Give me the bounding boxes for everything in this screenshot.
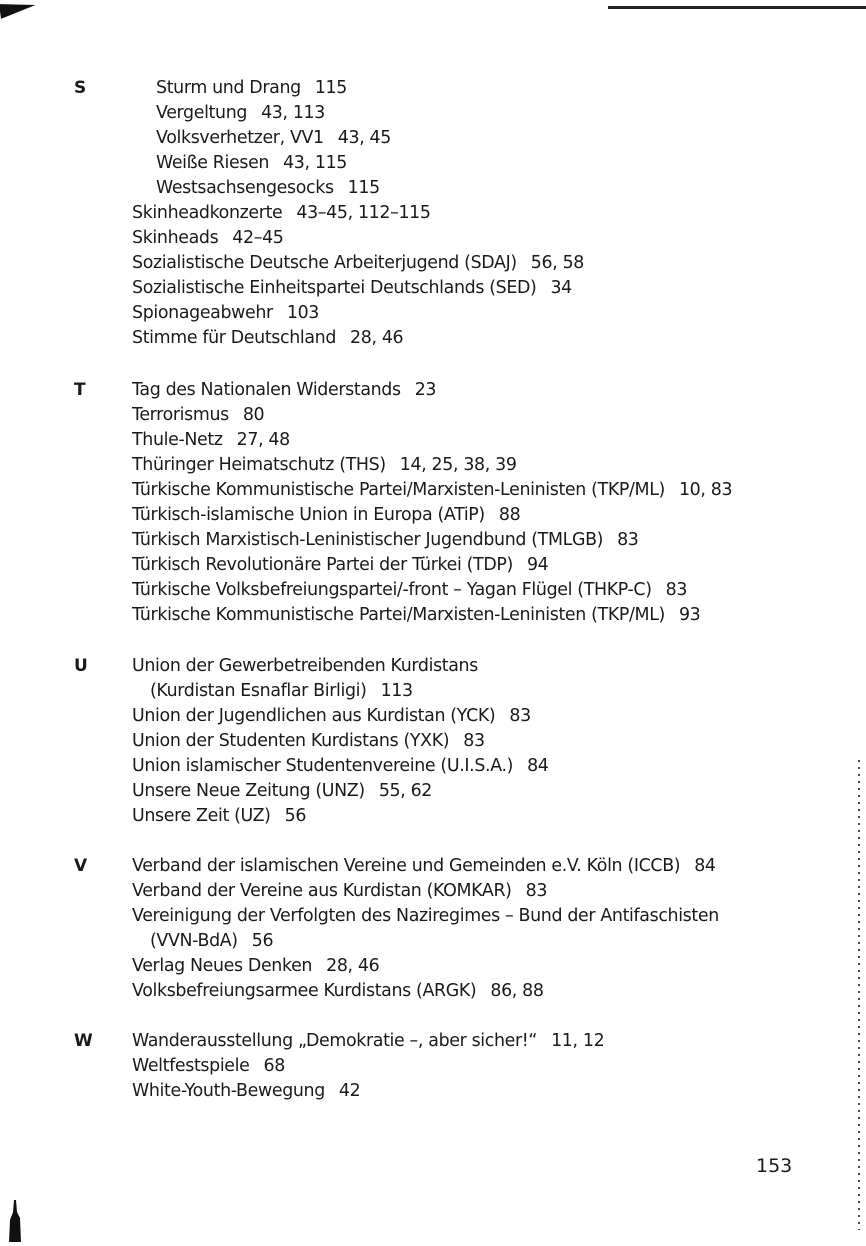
entry-term: Skinheads — [132, 228, 219, 248]
entry-term: Sozialistische Einheitspartei Deutschlands (SED) — [132, 278, 537, 298]
entry-pages: 83 — [463, 731, 485, 751]
entry-pages: 84 — [694, 856, 716, 876]
entry-pages: 43, 115 — [283, 153, 348, 173]
entry-term: Türkisch Marxistisch-Leninistischer Jugendbund (TMLGB) — [132, 530, 604, 550]
index-entry — [150, 929, 273, 954]
entry-term: Verband der Vereine aus Kurdistan (KOMKAR) — [132, 881, 512, 901]
section-letter: V — [74, 856, 87, 876]
index-entry — [132, 201, 431, 226]
entry-pages: 94 — [526, 555, 549, 575]
entry-term: Wanderausstellung „Demokratie –, aber sicher!“ — [132, 1031, 538, 1051]
page-edge-shadow — [858, 760, 860, 1230]
index-entry — [132, 301, 319, 326]
entry-term: Sturm und Drang — [156, 78, 301, 98]
entry-term: Türkische Kommunistische Partei/Marxisten-Leninisten (TKP/ML) — [132, 480, 665, 500]
entry-pages: 93 — [678, 605, 701, 625]
index-entry — [132, 378, 436, 403]
entry-pages: 86, 88 — [490, 981, 544, 1001]
entry-pages: 56, 58 — [530, 253, 584, 273]
entry-pages: 11, 12 — [551, 1031, 605, 1051]
entry-pages: 83 — [665, 580, 688, 600]
entry-pages: 27, 48 — [236, 430, 290, 450]
entry-pages: 113 — [380, 681, 413, 701]
entry-pages: 55, 62 — [378, 781, 433, 801]
entry-pages: 115 — [314, 78, 347, 98]
entry-pages: 42–45 — [232, 228, 284, 248]
entry-pages: 43–45, 112–115 — [296, 203, 431, 223]
index-entry — [132, 804, 306, 829]
index-entry — [132, 1079, 360, 1104]
index-entry — [132, 553, 548, 578]
entry-pages: 115 — [347, 178, 380, 198]
entry-term: Skinheadkonzerte — [132, 203, 283, 223]
entry-term: Westsachsengesocks — [156, 178, 334, 198]
index-entry — [132, 1029, 604, 1054]
entry-term: Union der Studenten Kurdistans (YXK) — [132, 731, 450, 751]
index-entry — [156, 126, 391, 151]
entry-pages: 83 — [617, 530, 639, 550]
entry-pages: 28, 46 — [350, 328, 404, 348]
entry-term: Union der Jugendlichen aus Kurdistan (YCK) — [132, 706, 496, 726]
index-entry — [132, 1054, 285, 1079]
index-entry — [150, 679, 413, 704]
page-number: 153 — [756, 1155, 793, 1177]
entry-pages: 80 — [242, 405, 265, 425]
index-entry — [132, 854, 716, 879]
entry-term: Stimme für Deutschland — [132, 328, 337, 348]
section-letter: W — [74, 1031, 93, 1051]
index-entry — [132, 779, 432, 804]
index-entry — [132, 428, 290, 453]
entry-term: (Kurdistan Esnaflar Birligi) — [150, 681, 367, 701]
index-entry — [132, 979, 544, 1004]
index-entry — [132, 754, 549, 779]
index-entry — [132, 578, 687, 603]
entry-pages: 68 — [263, 1056, 285, 1076]
entry-term: White-Youth-Bewegung — [132, 1081, 325, 1101]
index-entry — [156, 151, 347, 176]
entry-term: Union der Gewerbetreibenden Kurdistans — [132, 656, 478, 676]
entry-pages: 88 — [498, 505, 521, 525]
entry-pages: 34 — [550, 278, 572, 298]
entry-term: Terrorismus — [132, 405, 229, 425]
entry-term: Vereinigung der Verfolgten des Naziregimes – Bund der Antifaschisten — [132, 906, 719, 926]
index-entry — [132, 453, 517, 478]
entry-pages: 83 — [509, 706, 531, 726]
entry-pages: 103 — [286, 303, 320, 323]
entry-term: Thüringer Heimatschutz (THS) — [132, 455, 386, 475]
entry-pages: 43, 45 — [337, 128, 391, 148]
entry-term: Volksverhetzer, VV1 — [156, 128, 324, 148]
entry-pages: 84 — [527, 756, 549, 776]
entry-pages: 83 — [525, 881, 548, 901]
entry-term: Tag des Nationalen Widerstands — [132, 380, 401, 400]
index-entry — [132, 603, 700, 628]
entry-term: Türkisch Revolutionäre Partei der Türkei (TDP) — [132, 555, 513, 575]
index-entry — [132, 226, 284, 251]
entry-pages: 14, 25, 38, 39 — [399, 455, 517, 475]
entry-term: Vergeltung — [156, 103, 248, 123]
entry-term: Weltfestspiele — [132, 1056, 250, 1076]
index-entry — [132, 326, 403, 351]
section-letter: U — [74, 656, 88, 676]
entry-pages: 23 — [414, 380, 437, 400]
scan-corner-mark — [0, 0, 37, 19]
entry-term: Thule-Netz — [132, 430, 223, 450]
index-entry — [156, 176, 380, 201]
index-entry — [132, 704, 531, 729]
entry-term: Verlag Neues Denken — [132, 956, 313, 976]
entry-pages: 56 — [284, 806, 307, 826]
index-entry — [132, 503, 520, 528]
index-entry — [132, 251, 584, 276]
section-letter: T — [74, 380, 86, 400]
entry-term: Union islamischer Studentenvereine (U.I.S.A.) — [132, 756, 514, 776]
entry-term: Türkische Kommunistische Partei/Marxisten-Leninisten (TKP/ML) — [132, 605, 665, 625]
section-letter: S — [74, 78, 86, 98]
entry-pages: 42 — [338, 1081, 361, 1101]
entry-term: Türkisch-islamische Union in Europa (ATiP) — [132, 505, 485, 525]
scan-binding-mark — [8, 1198, 22, 1242]
index-entry — [156, 101, 325, 126]
entry-pages: 56 — [251, 931, 274, 951]
header-rule — [608, 6, 866, 9]
index-entry — [132, 729, 485, 754]
entry-pages: 10, 83 — [678, 480, 733, 500]
entry-term: Volksbefreiungsarmee Kurdistans (ARGK) — [132, 981, 477, 1001]
index-entry — [132, 904, 719, 929]
index-entry — [132, 528, 639, 553]
index-entry — [132, 276, 572, 301]
entry-term: Verband der islamischen Vereine und Gemeinden e.V. Köln (ICCB) — [132, 856, 681, 876]
entry-pages: 28, 46 — [326, 956, 380, 976]
entry-term: Spionageabwehr — [132, 303, 273, 323]
entry-pages: 43, 113 — [261, 103, 325, 123]
entry-term: Sozialistische Deutsche Arbeiterjugend (SDAJ) — [132, 253, 517, 273]
entry-term: (VVN-BdA) — [150, 931, 238, 951]
index-entry — [156, 76, 347, 101]
entry-term: Weiße Riesen — [156, 153, 270, 173]
index-entry — [132, 478, 732, 503]
entry-term: Türkische Volksbefreiungspartei/-front – Yagan Flügel (THKP-C) — [132, 580, 652, 600]
entry-term: Unsere Neue Zeitung (UNZ) — [132, 781, 365, 801]
entry-term: Unsere Zeit (UZ) — [132, 806, 271, 826]
index-entry — [132, 954, 379, 979]
index-entry — [132, 654, 478, 679]
index-entry — [132, 879, 547, 904]
index-entry — [132, 403, 264, 428]
